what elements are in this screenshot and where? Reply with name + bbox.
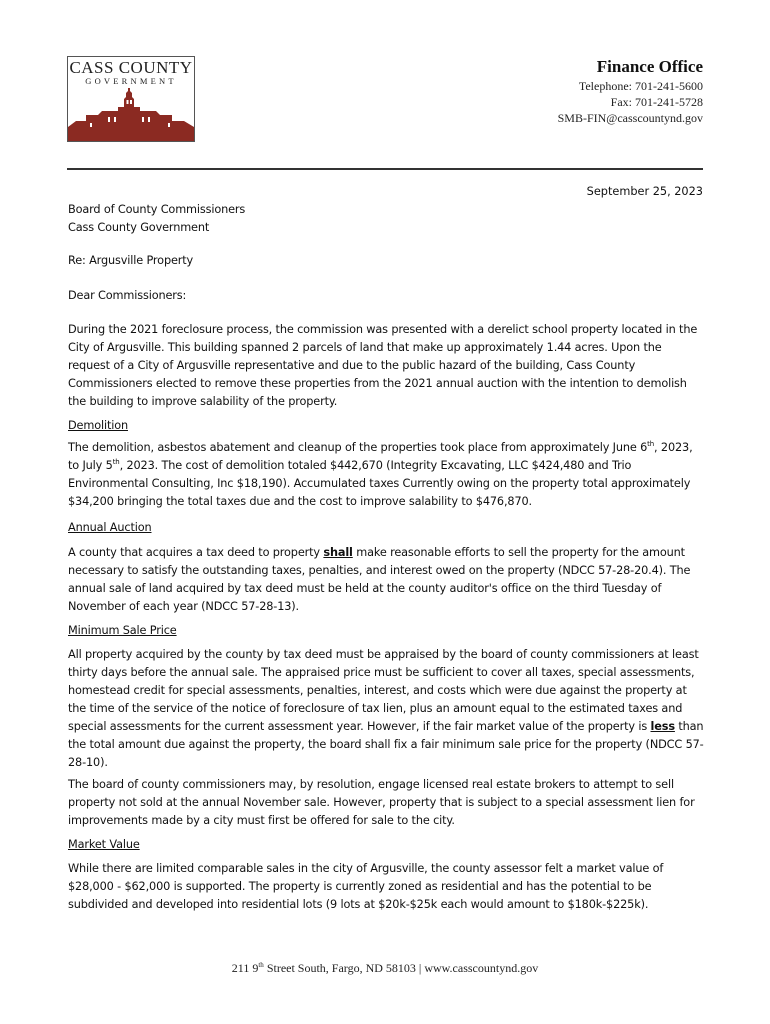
re-line: Re: Argusville Property: [68, 254, 194, 267]
intro-paragraph: During the 2021 foreclosure process, the commission was presented with a derelict school property located in the City of Argusville. This building spanned 2 parcels of land that make up approximately 1.44 acres. Upon the request of a City of Argusville representative and due to the public hazard of the building, Cass County Commissioners elected to remove these properties from the 2021 annual auction with the intention to demolish the building to improve salability of the property.: [68, 323, 698, 408]
courthouse-icon: [68, 87, 194, 141]
cass-county-logo: [67, 56, 195, 142]
office-fax: Fax: 701-241-5728: [610, 95, 703, 109]
auction-text-2: make reasonable efforts to sell the property for the amount necessary to satisfy the outstanding taxes, penalties, and interest owed on the property (NDCC 57-28-20.4). The annual sale of land acquired by tax deed must be held at the county auditor's office on the third Tuesday of November of each year (NDCC 57-28-13).: [68, 546, 691, 613]
ordinal-suffix: th: [112, 458, 120, 467]
minimum-text-2: than the total amount due against the property, the board shall fix a fair minimum sale price for the property (NDCC 57-28-10).: [68, 720, 704, 769]
market-heading: Market Value: [68, 838, 140, 851]
office-title: Finance Office: [596, 57, 703, 76]
recipient-block: [68, 201, 704, 237]
footer-address: [0, 961, 770, 976]
recipient-line2: Cass County Government: [68, 221, 210, 234]
demolition-text-3: , 2023. The cost of demolition totaled $442,670 (Integrity Excavating, LLC $424,480 and Trio Environmental Consulting, Inc $18,190). Accumulated taxes Currently owing on the property total approximately $34,200 bringing the total taxes due and the cost to improve salability to $476,870.: [68, 459, 691, 508]
header-divider: [67, 168, 703, 170]
recipient-line1: Board of County Commissioners: [68, 203, 246, 216]
footer-street-website: Street South, Fargo, ND 58103 | www.casscountynd.gov: [263, 961, 539, 975]
demolition-heading: Demolition: [68, 419, 128, 432]
logo-subtitle: GOVERNMENT: [85, 76, 177, 86]
logo-title: CASS COUNTY: [69, 58, 193, 77]
demolition-text-1: The demolition, asbestos abatement and cleanup of the properties took place from approximately June 6: [68, 441, 648, 454]
demolition-paragraph: [68, 439, 704, 511]
market-paragraph: While there are limited comparable sales in the city of Argusville, the county assessor felt a market value of $28,000 - $62,000 is supported. The property is currently zoned as residential and has the potential to be subdivided and developed into residential lots (9 lots at $20k-$25k each would amount to $180k-$225k).: [68, 862, 664, 911]
auction-text-1: A county that acquires a tax deed to property: [68, 546, 324, 559]
salutation: Dear Commissioners:: [68, 289, 187, 302]
auction-paragraph: [68, 544, 704, 616]
demolition-text-2: , 2023, to July 5: [68, 441, 693, 472]
auction-emphasis: shall: [323, 546, 353, 559]
letter-date: September 25, 2023: [586, 185, 703, 198]
minimum-emphasis: less: [650, 720, 675, 733]
footer-street-number: 211 9: [231, 961, 259, 975]
ordinal-suffix: th: [258, 961, 264, 969]
office-telephone: Telephone: 701-241-5600: [578, 79, 703, 93]
minimum-heading: Minimum Sale Price: [68, 624, 177, 637]
brokers-paragraph: The board of county commissioners may, by resolution, engage licensed real estate brokers to attempt to sell property not sold at the annual November sale. However, property that is subject to a special assessment lien for improvements made by a city must first be offered for sale to the city.: [68, 778, 695, 827]
office-email[interactable]: SMB-FIN@casscountynd.gov: [557, 111, 703, 125]
minimum-paragraph: [68, 646, 704, 772]
minimum-text-1: All property acquired by the county by tax deed must be appraised by the board of county commissioners at least thirty days before the annual sale. The appraised price must be sufficient to cover all taxes, special assessments, homestead credit for special assessments, penalties, interest, and costs which were due against the property at the time of the service of the notice of foreclosure of tax lien, plus an amount equal to the estimated taxes and special assessments for the current assessment year. However, if the fair market value of the property is: [68, 648, 699, 733]
office-letterhead: [558, 56, 703, 126]
auction-heading: Annual Auction: [68, 521, 152, 534]
ordinal-suffix: th: [647, 440, 655, 449]
